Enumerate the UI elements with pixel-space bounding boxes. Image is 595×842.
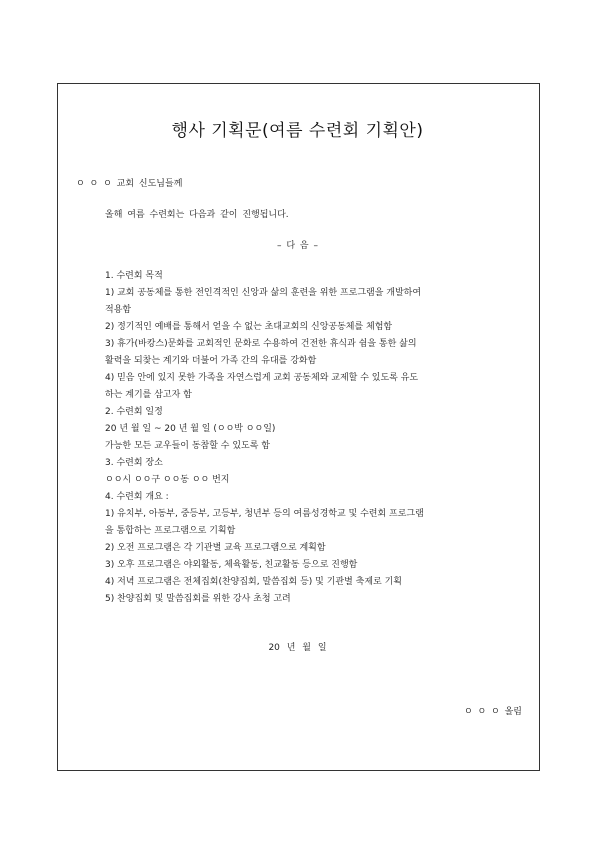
body-line: 적용함 xyxy=(105,305,132,315)
body-line: 3) 휴가(바캉스)문화를 교회적인 문화로 수용하여 건전한 휴식과 쉼을 통한 삶의 xyxy=(105,339,417,349)
document-body xyxy=(105,268,497,608)
body-line: 가능한 모든 교우들이 동참할 수 있도록 함 xyxy=(105,441,270,451)
section-separator: – 다 음 – xyxy=(277,241,318,251)
body-line: ㅇㅇ시 ㅇㅇ구 ㅇㅇ동 ㅇㅇ 번지 xyxy=(105,475,230,485)
body-line: 2) 오전 프로그램은 각 기관별 교육 프로그램으로 계획함 xyxy=(105,543,326,553)
body-line: 4. 수련회 개요 : xyxy=(105,492,169,502)
body-line: 하는 계기를 삼고자 함 xyxy=(105,390,192,400)
body-line: 1) 교회 공동체를 통한 전인격적인 신앙과 삶의 훈련을 위한 프로그램을 개발하여 xyxy=(105,288,422,298)
body-line: 20 년 월 일 ~ 20 년 월 일 (ㅇㅇ박 ㅇㅇ일) xyxy=(105,424,276,434)
body-line: 2. 수련회 일정 xyxy=(105,407,163,417)
body-line: 3) 오후 프로그램은 야외활동, 체육활동, 친교활동 등으로 진행함 xyxy=(105,560,358,570)
date-line: 20 년 월 일 xyxy=(268,643,327,653)
intro-sentence: 올해 여름 수련회는 다음과 같이 진행됩니다. xyxy=(105,210,289,220)
addressee-line: ㅇ ㅇ ㅇ 교회 신도님들께 xyxy=(76,179,183,189)
body-line: 4) 믿음 안에 있지 못한 가족을 자연스럽게 교회 공동체와 교제할 수 있도록 유도 xyxy=(105,373,419,383)
document-title: 행사 기획문(여름 수련회 기획안) xyxy=(171,121,424,141)
body-line: 을 통합하는 프로그램으로 기획함 xyxy=(105,526,236,536)
body-line: 4) 저녁 프로그램은 전체집회(찬양집회, 말씀집회 등) 및 기관별 축제로 기획 xyxy=(105,577,402,587)
body-line: 2) 정기적인 예배를 통해서 얻을 수 없는 초대교회의 신앙공동체를 체험함 xyxy=(105,322,393,332)
body-line: 활력을 되찾는 계기와 더불어 가족 간의 유대를 강화함 xyxy=(105,356,317,366)
signature-line: ㅇ ㅇ ㅇ 올림 xyxy=(463,707,522,717)
body-line: 3. 수련회 장소 xyxy=(105,458,163,468)
body-line: 1. 수련회 목적 xyxy=(105,271,163,281)
body-line: 5) 찬양집회 및 말씀집회를 위한 강사 초청 고려 xyxy=(105,594,291,604)
body-line: 1) 유치부, 아동부, 중등부, 고등부, 청년부 등의 여름성경학교 및 수련회 프로그램 xyxy=(105,509,424,519)
